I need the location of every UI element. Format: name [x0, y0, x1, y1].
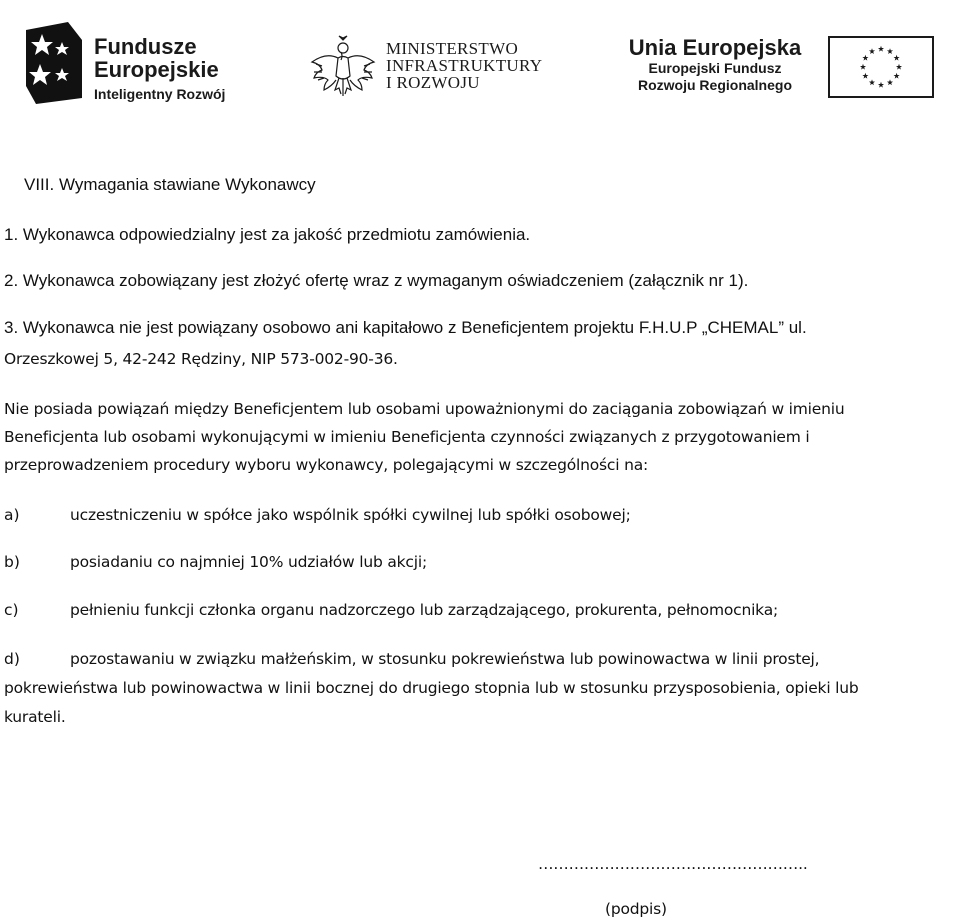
- ministry-line2: INFRASTRUKTURY: [386, 56, 543, 75]
- signature-line: ……………………………………………..: [538, 855, 808, 873]
- section-title: VIII. Wymagania stawiane Wykonawcy: [24, 175, 316, 194]
- fe-logo-line3: Inteligentny Rozwój: [94, 86, 226, 102]
- fe-logo-line2: Europejskie: [94, 57, 219, 82]
- unia-europejska-logo: [620, 36, 940, 102]
- requirement-3-line1: 3. Wykonawca nie jest powiązany osobowo ani kapitałowo z Beneficjentem projektu F.H.U.P „CHEMAL” ul.: [4, 318, 807, 337]
- list-item-d-line2: pokrewieństwa lub powinowactwa w linii bocznej do drugiego stopnia lub w stosunku przysposobienia, opieki lub: [4, 679, 859, 697]
- ministry-line3: I ROZWOJU: [386, 73, 480, 92]
- ministry-logo: [308, 34, 568, 104]
- fe-stars-icon: [22, 20, 86, 104]
- list-item-d-line3: kurateli.: [4, 708, 66, 726]
- list-label-c: c): [4, 601, 19, 619]
- signature-label: (podpis): [605, 900, 667, 918]
- paragraph-line1: Nie posiada powiązań między Beneficjentem lub osobami upoważnionymi do zaciągania zobowiązań w imieniu: [4, 400, 845, 418]
- list-label-d: d): [4, 650, 20, 668]
- list-item-a: uczestniczeniu w spółce jako wspólnik spółki cywilnej lub spółki osobowej;: [70, 506, 631, 524]
- paragraph-line3: przeprowadzeniem procedury wyboru wykonawcy, polegającymi w szczególności na:: [4, 456, 649, 474]
- list-item-d-line1: pozostawaniu w związku małżeńskim, w stosunku pokrewieństwa lub powinowactwa w linii prostej,: [70, 650, 820, 668]
- fundusze-europejskie-logo: [22, 20, 252, 106]
- requirement-2: 2. Wykonawca zobowiązany jest złożyć ofertę wraz z wymaganym oświadczeniem (załącznik nr 1).: [4, 271, 749, 290]
- eu-flag-icon: [828, 36, 934, 98]
- list-item-b: posiadaniu co najmniej 10% udziałów lub akcji;: [70, 553, 427, 571]
- ue-logo-title: Unia Europejska: [628, 35, 802, 60]
- requirement-3-line2: Orzeszkowej 5, 42-242 Rędziny, NIP 573-002-90-36.: [4, 350, 398, 368]
- header-logos: [0, 0, 960, 110]
- list-label-b: b): [4, 553, 20, 571]
- list-label-a: a): [4, 506, 20, 524]
- polish-eagle-icon: [308, 34, 378, 100]
- fe-logo-line1: Fundusze: [94, 34, 197, 59]
- ue-logo-sub2: Rozwoju Regionalnego: [638, 77, 792, 93]
- paragraph-line2: Beneficjenta lub osobami wykonującymi w imieniu Beneficjenta czynności związanych z przygotowaniem i: [4, 428, 810, 446]
- ue-logo-sub1: Europejski Fundusz: [648, 60, 782, 76]
- requirement-1: 1. Wykonawca odpowiedzialny jest za jakość przedmiotu zamówienia.: [4, 225, 531, 244]
- ministry-line1: MINISTERSTWO: [386, 39, 519, 58]
- list-item-c: pełnieniu funkcji członka organu nadzorczego lub zarządzającego, prokurenta, pełnomocnika;: [70, 601, 779, 619]
